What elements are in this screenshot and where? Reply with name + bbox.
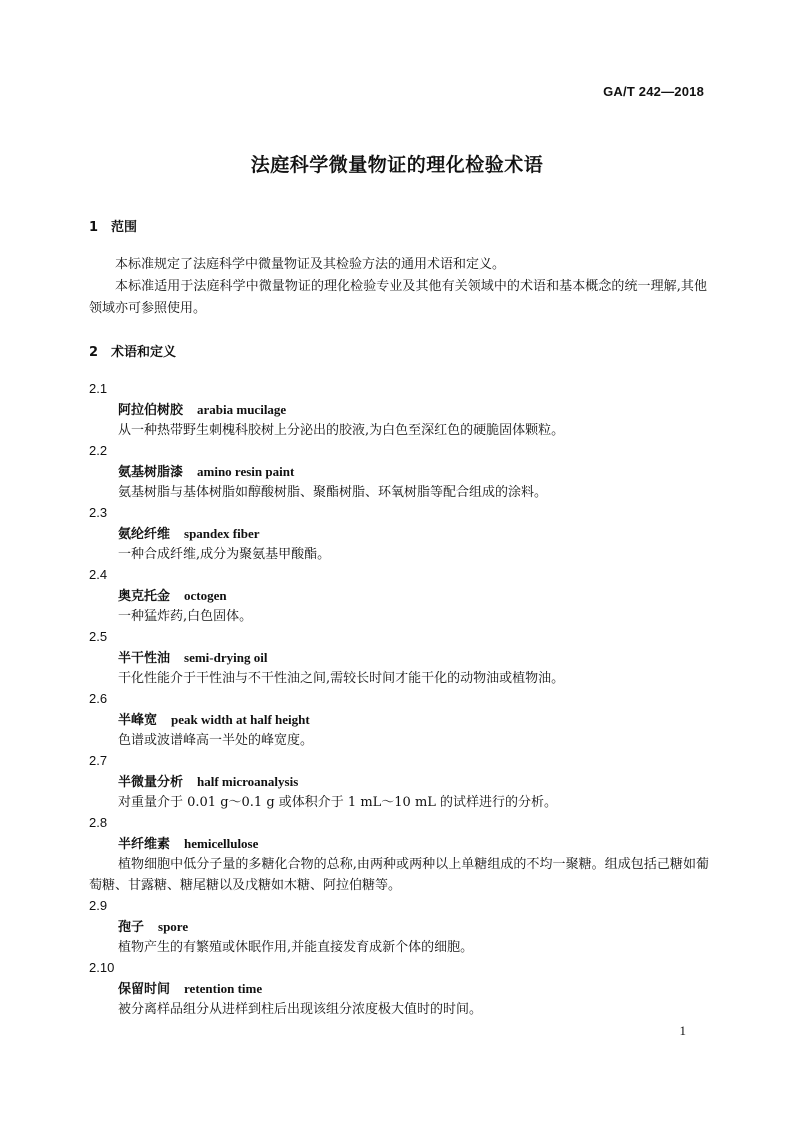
term-chinese: 半干性油: [118, 651, 171, 666]
entry-definition: 一种猛炸药,白色固体。: [118, 609, 253, 624]
entry-definition: 一种合成纤维,成分为聚氨基甲酸酯。: [118, 547, 331, 562]
entry-definition: 氨基树脂与基体树脂如醇酸树脂、聚酯树脂、环氧树脂等配合组成的涂料。: [118, 485, 548, 500]
paragraph-text: 本标准适用于法庭科学中微量物证的理化检验专业及其他有关领域中的术语和基本概念的统一理解,其他领域亦可参照使用。: [89, 279, 707, 316]
document-title: 法庭科学微量物证的理化检验术语: [250, 154, 544, 176]
entry-number: 2.3: [89, 505, 108, 520]
section-title: 范围: [111, 220, 138, 235]
paragraph-text: 本标准规定了法庭科学中微量物证及其检验方法的通用术语和定义。: [115, 257, 506, 272]
entry-term: [89, 916, 709, 937]
standard-code: GA/T 242—2018: [603, 84, 704, 99]
term-english: amino resin paint: [197, 464, 295, 479]
entry-number: 2.7: [89, 753, 108, 768]
entry-number: 2.6: [89, 691, 108, 706]
entry-definition: 植物产生的有繁殖或休眠作用,并能直接发育成新个体的细胞。: [118, 940, 474, 955]
term-chinese: 保留时间: [118, 982, 171, 997]
entry-number: 2.4: [89, 567, 108, 582]
section-heading-terms: [89, 341, 176, 360]
term-english: retention time: [184, 981, 263, 996]
term-chinese: 氨基树脂漆: [118, 465, 184, 480]
term-english: spandex fiber: [184, 526, 260, 541]
term-entry: [89, 627, 709, 689]
scope-paragraph-2: [89, 276, 707, 320]
term-entry: [89, 689, 709, 751]
section-heading-scope: [89, 216, 137, 235]
section-number: 1: [89, 220, 99, 235]
term-chinese: 奥克托金: [118, 589, 171, 604]
term-entry: [89, 813, 709, 896]
entry-definition: 干化性能介于干性油与不干性油之间,需较长时间才能干化的动物油或植物油。: [118, 671, 565, 686]
entry-term: [89, 709, 709, 730]
term-entry: [89, 896, 709, 958]
term-entries: [89, 379, 709, 1020]
term-english: peak width at half height: [171, 712, 310, 727]
term-english: semi-drying oil: [184, 650, 268, 665]
entry-term: [89, 523, 709, 544]
term-entry: [89, 565, 709, 627]
term-english: half microanalysis: [197, 774, 299, 789]
term-english: hemicellulose: [184, 836, 259, 851]
entry-number: 2.2: [89, 443, 108, 458]
entry-number: 2.5: [89, 629, 108, 644]
entry-term: [89, 771, 709, 792]
term-english: spore: [158, 919, 189, 934]
section-title: 术语和定义: [111, 345, 177, 360]
term-english: arabia mucilage: [197, 402, 287, 417]
term-entry: [89, 751, 709, 813]
term-entry: [89, 441, 709, 503]
page-number: 1: [679, 1023, 686, 1038]
section-number: 2: [89, 345, 99, 360]
entry-term: [89, 647, 709, 668]
entry-number: 2.8: [89, 815, 108, 830]
scope-paragraph-1: [89, 254, 707, 276]
entry-number: 2.1: [89, 381, 108, 396]
term-chinese: 半纤维素: [118, 837, 171, 852]
entry-number: 2.9: [89, 898, 108, 913]
term-chinese: 阿拉伯树胶: [118, 403, 184, 418]
term-chinese: 氨纶纤维: [118, 527, 171, 542]
entry-term: [89, 585, 709, 606]
entry-term: [89, 461, 709, 482]
entry-definition: 从一种热带野生刺槐科胶树上分泌出的胶液,为白色至深红色的硬脆固体颗粒。: [118, 423, 565, 438]
entry-term: [89, 978, 709, 999]
term-entry: [89, 379, 709, 441]
entry-definition: 对重量介于 0.01 g～0.1 g 或体积介于 1 mL～10 mL 的试样进行的分析。: [118, 795, 558, 810]
entry-definition: 植物细胞中低分子量的多糖化合物的总称,由两种或两种以上单糖组成的不均一聚糖。组成包括己糖如葡萄糖、甘露糖、糖尾糖以及戊糖如木糖、阿拉伯糖等。: [89, 857, 709, 893]
entry-number: 2.10: [89, 960, 115, 975]
term-entry: [89, 503, 709, 565]
term-chinese: 孢子: [118, 920, 145, 935]
term-chinese: 半峰宽: [118, 713, 158, 728]
entry-term: [89, 833, 709, 854]
term-english: octogen: [184, 588, 227, 603]
term-chinese: 半微量分析: [118, 775, 184, 790]
term-entry: [89, 958, 709, 1020]
entry-term: [89, 399, 709, 420]
entry-definition: 色谱或波谱峰高一半处的峰宽度。: [118, 733, 314, 748]
entry-definition: 被分离样品组分从进样到柱后出现该组分浓度极大值时的时间。: [118, 1002, 483, 1017]
